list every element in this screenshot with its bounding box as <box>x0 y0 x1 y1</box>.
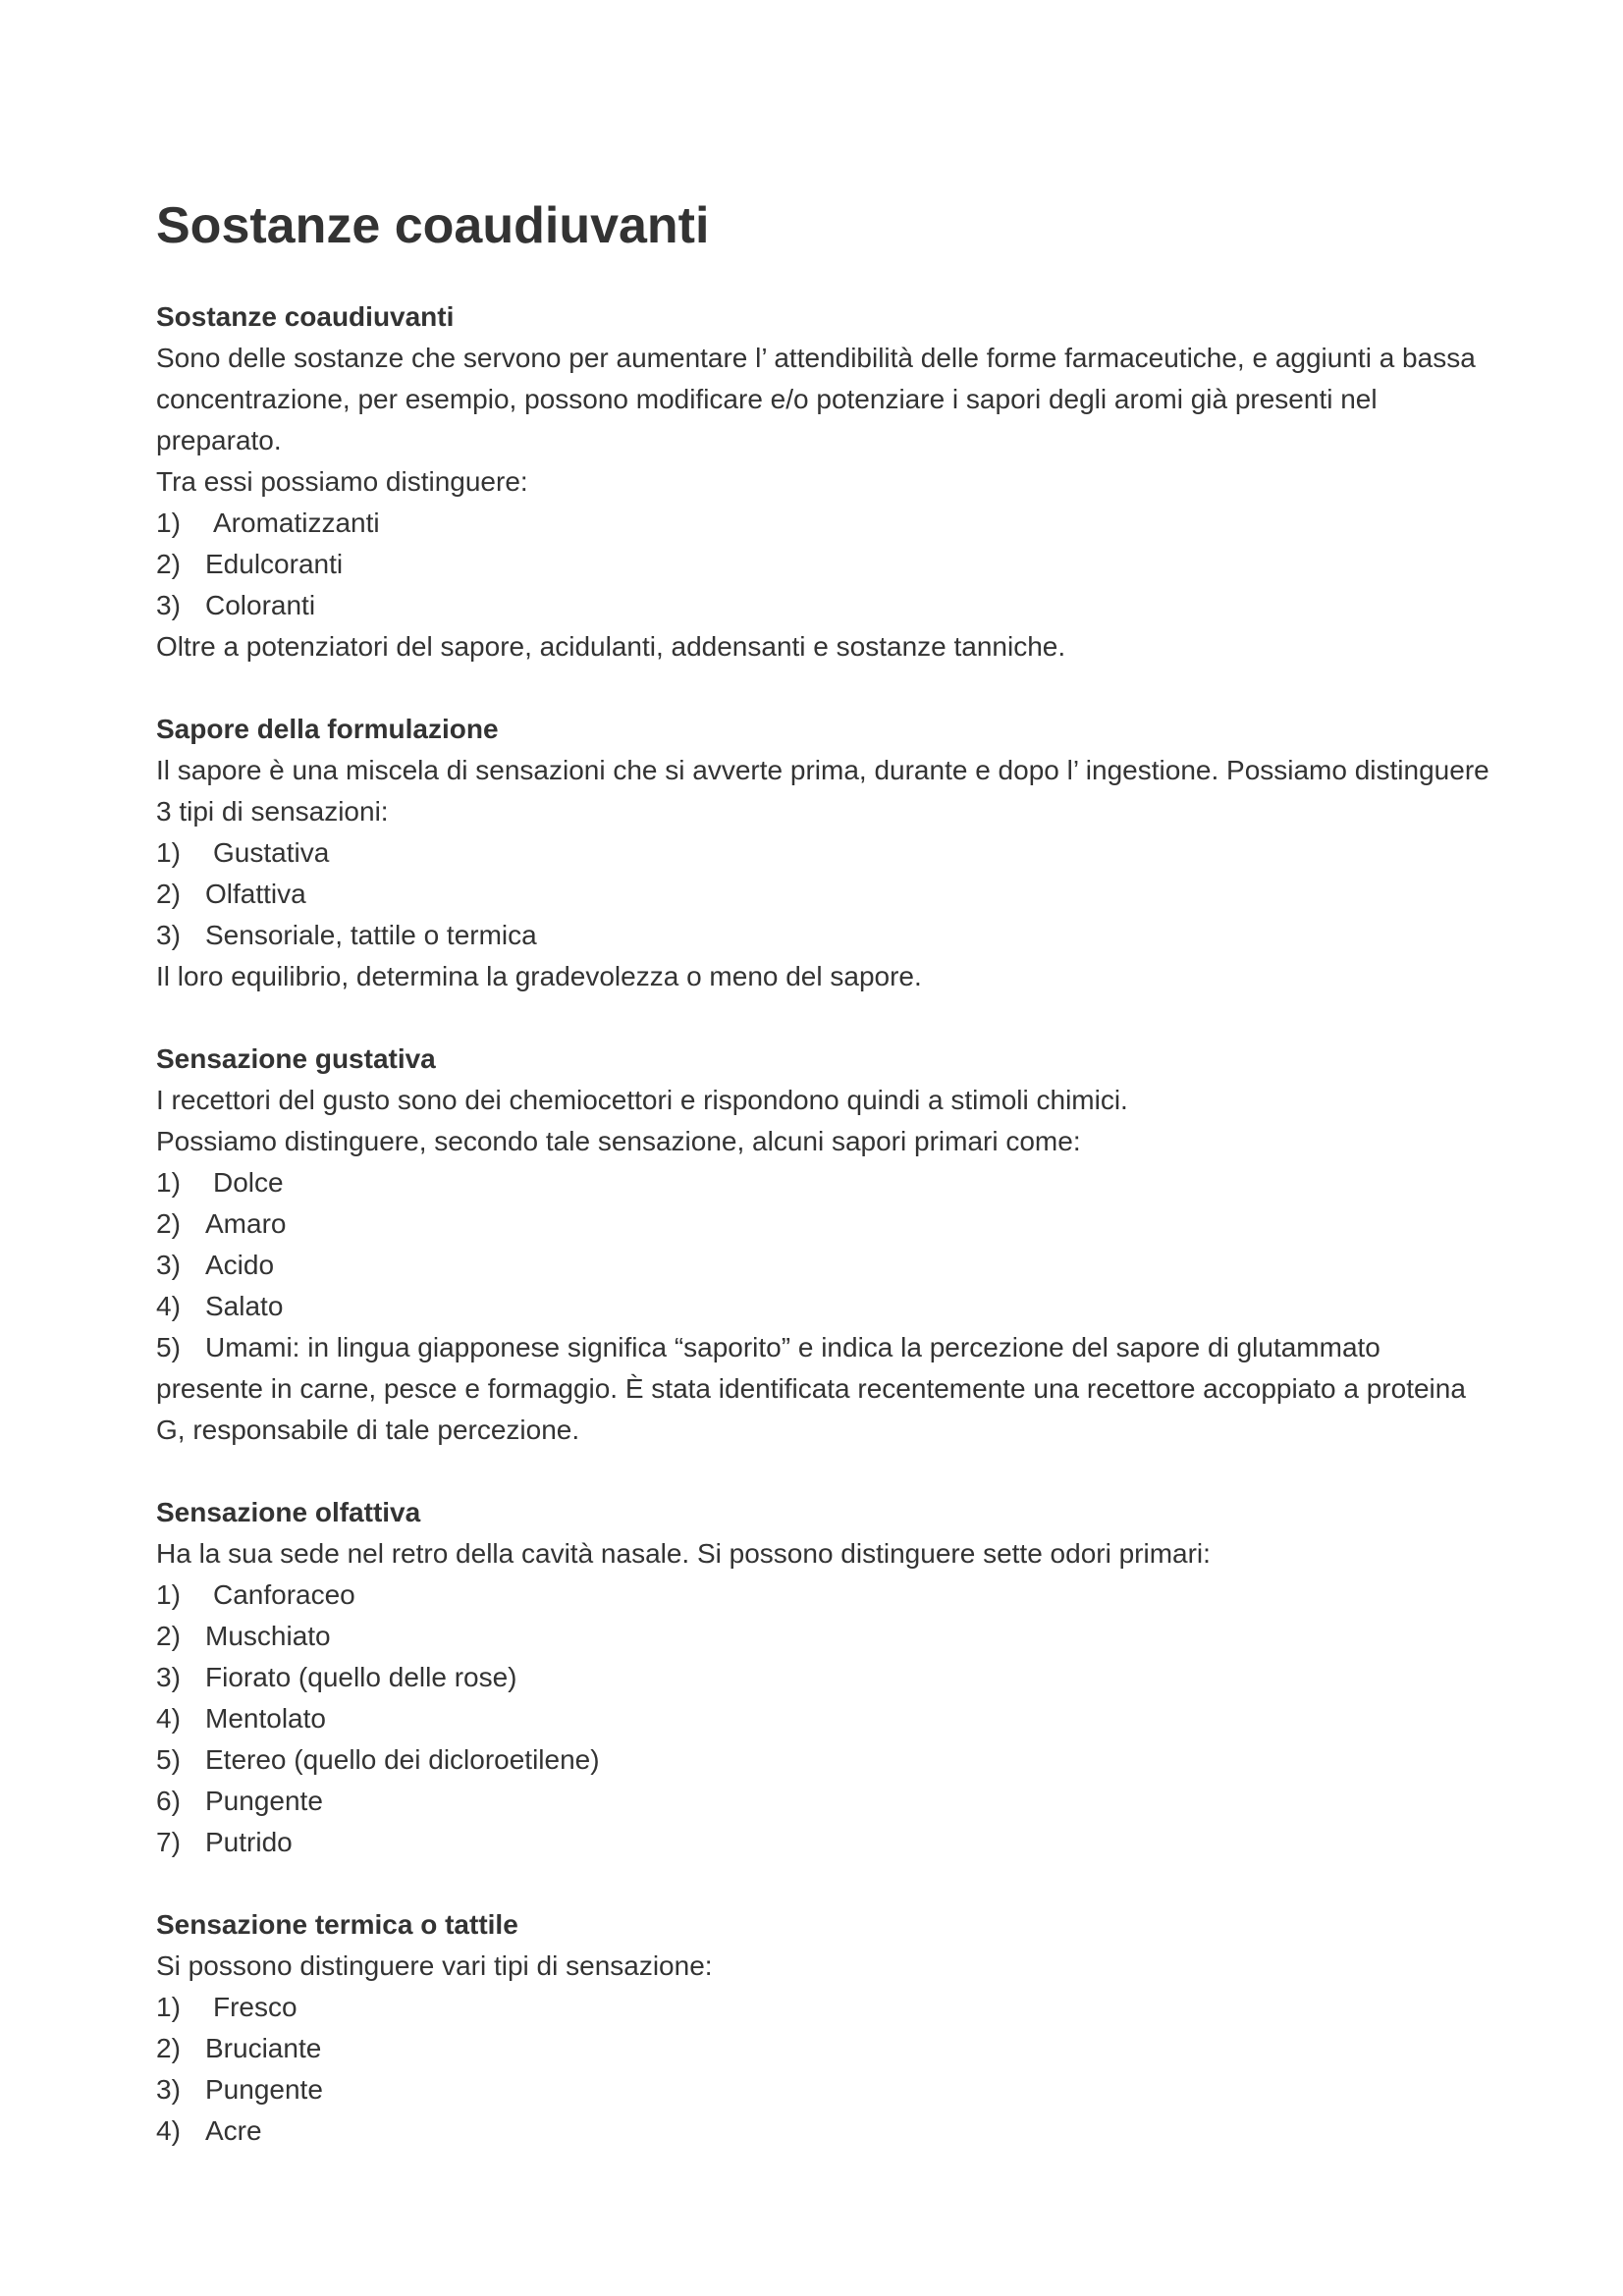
list-item-number: 1) <box>156 837 181 868</box>
paragraph: Il loro equilibrio, determina la gradevolezza o meno del sapore. <box>156 961 922 991</box>
list-item-text: Acre <box>205 2115 262 2146</box>
section <box>156 1039 1491 1451</box>
list-item-number: 3) <box>156 590 181 620</box>
list-item-number: 2) <box>156 1208 181 1239</box>
paragraph: Oltre a potenziatori del sapore, acidulanti, addensanti e sostanze tanniche. <box>156 631 1066 662</box>
list-item <box>156 2110 1491 2152</box>
list-item-text: Umami: in lingua giapponese significa “saporito” e indica la percezione del sapore di glutammato presente in carne, pesce e formaggio. È stata identificata recentemente una recettore accoppiato a proteina G, responsabile di tale percezione. <box>156 1332 1466 1445</box>
list-item-text: Fiorato (quello delle rose) <box>205 1662 517 1692</box>
list-item-number: 3) <box>156 920 181 950</box>
numbered-list <box>156 1987 1491 2152</box>
document-content <box>156 192 1491 2152</box>
section-heading: Sensazione gustativa <box>156 1043 436 1074</box>
list-item-text: Coloranti <box>205 590 316 620</box>
list-item <box>156 1616 1491 1657</box>
numbered-list <box>156 503 1491 626</box>
list-item-text: Canforaceo <box>213 1579 355 1610</box>
section <box>156 1492 1491 1863</box>
list-item <box>156 1575 1491 1616</box>
list-item-number: 4) <box>156 1291 181 1321</box>
list-item-text: Mentolato <box>205 1703 326 1734</box>
list-item <box>156 503 1491 544</box>
list-item-text: Pungente <box>205 2074 323 2105</box>
list-item-number: 2) <box>156 879 181 909</box>
list-item <box>156 1739 1491 1781</box>
list-item-text: Salato <box>205 1291 284 1321</box>
list-item <box>156 1657 1491 1698</box>
list-item <box>156 915 1491 956</box>
list-item-number: 3) <box>156 1250 181 1280</box>
document-title: Sostanze coaudiuvanti <box>156 197 710 254</box>
list-item-number: 3) <box>156 1662 181 1692</box>
list-item-text: Dolce <box>213 1167 284 1198</box>
list-item-text: Bruciante <box>205 2033 322 2063</box>
paragraph: Tra essi possiamo distinguere: <box>156 466 528 497</box>
list-item-number: 1) <box>156 507 181 538</box>
section <box>156 296 1491 667</box>
list-item <box>156 2028 1491 2069</box>
paragraph: Il sapore è una miscela di sensazioni che si avverte prima, durante e dopo l’ ingestione. Possiamo distinguere 3 tipi di sensazioni: <box>156 755 1489 827</box>
list-item <box>156 832 1491 874</box>
list-item-number: 5) <box>156 1332 181 1362</box>
numbered-list <box>156 1162 1491 1451</box>
list-item-text: Edulcoranti <box>205 549 344 579</box>
list-item-text: Sensoriale, tattile o termica <box>205 920 537 950</box>
list-item <box>156 1286 1491 1327</box>
list-item <box>156 1203 1491 1245</box>
list-item-number: 6) <box>156 1786 181 1816</box>
section-heading: Sensazione olfattiva <box>156 1497 421 1527</box>
list-item <box>156 2069 1491 2110</box>
list-item-text: Olfattiva <box>205 879 306 909</box>
list-item <box>156 1987 1491 2028</box>
list-item <box>156 544 1491 585</box>
paragraph: Possiamo distinguere, secondo tale sensazione, alcuni sapori primari come: <box>156 1126 1081 1156</box>
section-heading: Sensazione termica o tattile <box>156 1909 518 1940</box>
list-item-text: Putrido <box>205 1827 293 1857</box>
list-item-text: Etereo (quello dei dicloroetilene) <box>205 1744 600 1775</box>
list-item-number: 3) <box>156 2074 181 2105</box>
list-item <box>156 585 1491 626</box>
numbered-list <box>156 832 1491 956</box>
list-item-number: 1) <box>156 1167 181 1198</box>
list-item <box>156 1327 1491 1451</box>
section <box>156 1904 1491 2152</box>
list-item-text: Gustativa <box>213 837 330 868</box>
list-item-text: Acido <box>205 1250 275 1280</box>
list-item-number: 1) <box>156 1579 181 1610</box>
list-item-number: 2) <box>156 1621 181 1651</box>
list-item <box>156 1245 1491 1286</box>
section-heading: Sapore della formulazione <box>156 714 499 744</box>
list-item-number: 7) <box>156 1827 181 1857</box>
list-item-text: Fresco <box>213 1992 298 2022</box>
section-heading: Sostanze coaudiuvanti <box>156 301 455 332</box>
list-item-number: 1) <box>156 1992 181 2022</box>
paragraph: Sono delle sostanze che servono per aumentare l’ attendibilità delle forme farmaceutiche, e aggiunti a bassa concentrazione, per esempio, possono modificare e/o potenziare i sapori degli aromi già presenti nel preparato. <box>156 343 1476 455</box>
list-item <box>156 874 1491 915</box>
paragraph: Ha la sua sede nel retro della cavità nasale. Si possono distinguere sette odori primari: <box>156 1538 1211 1569</box>
list-item-text: Muschiato <box>205 1621 331 1651</box>
list-item-number: 2) <box>156 2033 181 2063</box>
list-item <box>156 1781 1491 1822</box>
paragraph: I recettori del gusto sono dei chemiocettori e rispondono quindi a stimoli chimici. <box>156 1085 1128 1115</box>
list-item <box>156 1162 1491 1203</box>
paragraph: Si possono distinguere vari tipi di sensazione: <box>156 1950 713 1981</box>
list-item-number: 4) <box>156 2115 181 2146</box>
list-item-number: 2) <box>156 549 181 579</box>
list-item <box>156 1698 1491 1739</box>
section <box>156 709 1491 997</box>
numbered-list <box>156 1575 1491 1863</box>
sections-container <box>156 296 1491 2152</box>
list-item-number: 4) <box>156 1703 181 1734</box>
list-item-text: Pungente <box>205 1786 323 1816</box>
list-item-text: Amaro <box>205 1208 287 1239</box>
list-item <box>156 1822 1491 1863</box>
list-item-number: 5) <box>156 1744 181 1775</box>
list-item-text: Aromatizzanti <box>213 507 380 538</box>
